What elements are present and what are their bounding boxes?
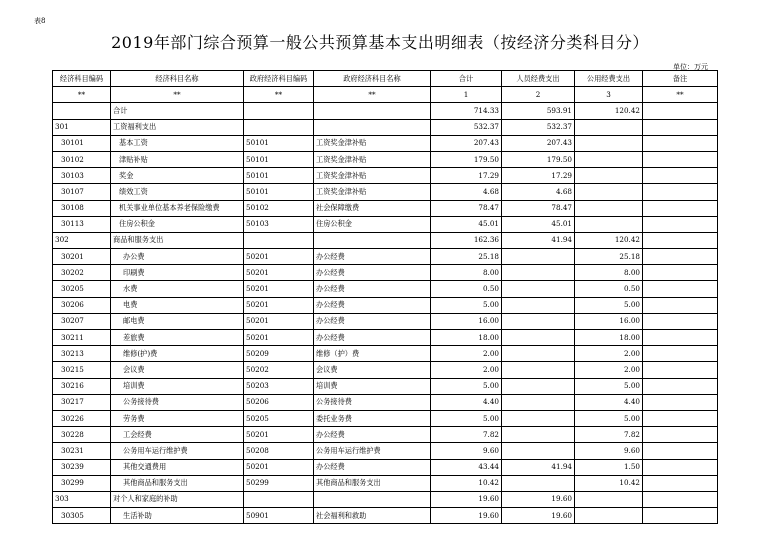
cell-gov-name: 工资奖金津补贴 <box>314 151 431 167</box>
cell-gov-code: 50299 <box>244 475 314 491</box>
table-row <box>53 443 718 459</box>
cell-gov-name: 办公经费 <box>314 297 431 313</box>
cell-public <box>575 119 643 135</box>
cell-remark <box>643 362 718 378</box>
cell-personnel <box>502 297 575 313</box>
cell-code: 30213 <box>53 346 111 362</box>
table-row <box>53 232 718 248</box>
cell-code: 30217 <box>53 394 111 410</box>
cell-remark <box>643 200 718 216</box>
cell-total: 43.44 <box>431 459 502 475</box>
table-row <box>53 184 718 200</box>
cell-personnel <box>502 249 575 265</box>
cell-gov-code: 50101 <box>244 168 314 184</box>
cell-remark <box>643 249 718 265</box>
cell-total: 4.40 <box>431 394 502 410</box>
cell-gov-code <box>244 491 314 507</box>
cell-remark <box>643 135 718 151</box>
cell-total: 532.37 <box>431 119 502 135</box>
index-cell: ** <box>314 87 431 103</box>
cell-gov-code: 50201 <box>244 281 314 297</box>
cell-remark <box>643 216 718 232</box>
index-cell: ** <box>53 87 111 103</box>
cell-gov-name: 办公经费 <box>314 313 431 329</box>
index-cell: 3 <box>575 87 643 103</box>
cell-total: 162.36 <box>431 232 502 248</box>
cell-gov-code: 50201 <box>244 249 314 265</box>
cell-remark <box>643 119 718 135</box>
cell-code: 30211 <box>53 330 111 346</box>
page-title: 2019年部门综合预算一般公共预算基本支出明细表（按经济分类科目分） <box>111 33 649 52</box>
cell-gov-code: 50205 <box>244 410 314 426</box>
cell-remark <box>643 378 718 394</box>
cell-code: 30226 <box>53 410 111 426</box>
table-header-row <box>53 71 718 87</box>
cell-gov-name: 社会福利和救助 <box>314 508 431 524</box>
header-cell: 政府经济科目编码 <box>244 71 314 87</box>
cell-name: 基本工资 <box>111 135 244 151</box>
cell-public: 1.50 <box>575 459 643 475</box>
cell-remark <box>643 443 718 459</box>
cell-personnel <box>502 346 575 362</box>
cell-personnel <box>502 410 575 426</box>
cell-remark <box>643 491 718 507</box>
table-row <box>53 216 718 232</box>
cell-remark <box>643 184 718 200</box>
cell-code <box>53 103 111 119</box>
cell-gov-code: 50102 <box>244 200 314 216</box>
cell-personnel <box>502 378 575 394</box>
cell-gov-code: 50103 <box>244 216 314 232</box>
cell-personnel: 19.60 <box>502 491 575 507</box>
cell-public <box>575 151 643 167</box>
cell-code: 30215 <box>53 362 111 378</box>
cell-gov-name: 委托业务费 <box>314 410 431 426</box>
cell-gov-code: 50206 <box>244 394 314 410</box>
table-row <box>53 281 718 297</box>
cell-gov-code: 50101 <box>244 135 314 151</box>
cell-code: 30305 <box>53 508 111 524</box>
cell-public: 120.42 <box>575 232 643 248</box>
cell-gov-code: 50201 <box>244 297 314 313</box>
cell-gov-code: 50201 <box>244 427 314 443</box>
cell-total: 9.60 <box>431 443 502 459</box>
cell-gov-code: 50201 <box>244 265 314 281</box>
index-cell: ** <box>111 87 244 103</box>
cell-name: 培训费 <box>111 378 244 394</box>
cell-code: 30216 <box>53 378 111 394</box>
cell-code: 30101 <box>53 135 111 151</box>
cell-total: 714.33 <box>431 103 502 119</box>
cell-name: 邮电费 <box>111 313 244 329</box>
cell-name: 劳务费 <box>111 410 244 426</box>
cell-gov-code: 50203 <box>244 378 314 394</box>
cell-gov-name: 工资奖金津补贴 <box>314 184 431 200</box>
cell-public: 7.82 <box>575 427 643 443</box>
cell-gov-code: 50101 <box>244 184 314 200</box>
cell-total: 17.29 <box>431 168 502 184</box>
cell-remark <box>643 427 718 443</box>
cell-gov-name: 办公经费 <box>314 265 431 281</box>
cell-gov-code <box>244 232 314 248</box>
cell-gov-name <box>314 232 431 248</box>
cell-gov-name: 办公经费 <box>314 427 431 443</box>
index-cell: ** <box>643 87 718 103</box>
header-cell: 公用经费支出 <box>575 71 643 87</box>
cell-name: 电费 <box>111 297 244 313</box>
cell-total: 5.00 <box>431 297 502 313</box>
cell-name: 差旅费 <box>111 330 244 346</box>
cell-name: 绩效工资 <box>111 184 244 200</box>
cell-public <box>575 135 643 151</box>
cell-personnel: 78.47 <box>502 200 575 216</box>
cell-personnel: 41.94 <box>502 459 575 475</box>
table-row <box>53 459 718 475</box>
cell-gov-name: 工资奖金津补贴 <box>314 168 431 184</box>
cell-name: 合计 <box>111 103 244 119</box>
cell-public: 2.00 <box>575 346 643 362</box>
cell-remark <box>643 330 718 346</box>
cell-name: 津贴补贴 <box>111 151 244 167</box>
cell-public: 4.40 <box>575 394 643 410</box>
cell-remark <box>643 346 718 362</box>
cell-personnel: 207.43 <box>502 135 575 151</box>
cell-remark <box>643 475 718 491</box>
cell-public: 16.00 <box>575 313 643 329</box>
cell-name: 公务接待费 <box>111 394 244 410</box>
cell-code: 30228 <box>53 427 111 443</box>
table-row <box>53 491 718 507</box>
cell-total: 10.42 <box>431 475 502 491</box>
cell-personnel: 179.50 <box>502 151 575 167</box>
cell-public: 9.60 <box>575 443 643 459</box>
cell-personnel <box>502 330 575 346</box>
cell-gov-name: 办公经费 <box>314 281 431 297</box>
cell-public: 25.18 <box>575 249 643 265</box>
cell-name: 办公费 <box>111 249 244 265</box>
cell-personnel <box>502 475 575 491</box>
cell-total: 16.00 <box>431 313 502 329</box>
cell-personnel: 19.60 <box>502 508 575 524</box>
cell-total: 4.68 <box>431 184 502 200</box>
cell-public: 8.00 <box>575 265 643 281</box>
cell-name: 机关事业单位基本养老保险缴费 <box>111 200 244 216</box>
cell-code: 302 <box>53 232 111 248</box>
cell-personnel: 45.01 <box>502 216 575 232</box>
table-row <box>53 103 718 119</box>
cell-code: 303 <box>53 491 111 507</box>
table-row <box>53 119 718 135</box>
header-cell: 经济科目编码 <box>53 71 111 87</box>
table-row <box>53 168 718 184</box>
cell-gov-name <box>314 119 431 135</box>
cell-gov-code <box>244 119 314 135</box>
cell-total: 19.60 <box>431 508 502 524</box>
header-cell: 备注 <box>643 71 718 87</box>
cell-name: 公务用车运行维护费 <box>111 443 244 459</box>
cell-gov-name: 其他商品和服务支出 <box>314 475 431 491</box>
cell-public <box>575 200 643 216</box>
cell-public: 5.00 <box>575 297 643 313</box>
cell-name: 对个人和家庭的补助 <box>111 491 244 507</box>
table-row <box>53 249 718 265</box>
cell-code: 301 <box>53 119 111 135</box>
cell-remark <box>643 281 718 297</box>
cell-name: 生活补助 <box>111 508 244 524</box>
cell-code: 30205 <box>53 281 111 297</box>
cell-public <box>575 184 643 200</box>
table-row <box>53 362 718 378</box>
cell-public <box>575 508 643 524</box>
cell-total: 19.60 <box>431 491 502 507</box>
cell-code: 30108 <box>53 200 111 216</box>
table-row <box>53 265 718 281</box>
cell-code: 30239 <box>53 459 111 475</box>
cell-remark <box>643 151 718 167</box>
cell-gov-code: 50201 <box>244 330 314 346</box>
cell-total: 7.82 <box>431 427 502 443</box>
cell-remark <box>643 168 718 184</box>
index-cell: 1 <box>431 87 502 103</box>
cell-public: 0.50 <box>575 281 643 297</box>
cell-total: 5.00 <box>431 378 502 394</box>
cell-remark <box>643 508 718 524</box>
cell-personnel: 4.68 <box>502 184 575 200</box>
cell-public: 120.42 <box>575 103 643 119</box>
cell-gov-name <box>314 103 431 119</box>
cell-gov-code: 50201 <box>244 459 314 475</box>
cell-gov-name: 维修（护）费 <box>314 346 431 362</box>
table-row <box>53 151 718 167</box>
cell-personnel <box>502 313 575 329</box>
cell-personnel <box>502 281 575 297</box>
cell-gov-code <box>244 103 314 119</box>
cell-total: 18.00 <box>431 330 502 346</box>
cell-total: 8.00 <box>431 265 502 281</box>
table-row <box>53 330 718 346</box>
table-row <box>53 346 718 362</box>
header-cell: 人员经费支出 <box>502 71 575 87</box>
cell-name: 会议费 <box>111 362 244 378</box>
cell-code: 30102 <box>53 151 111 167</box>
cell-name: 工会经费 <box>111 427 244 443</box>
cell-code: 30201 <box>53 249 111 265</box>
cell-gov-name: 会议费 <box>314 362 431 378</box>
cell-name: 其他商品和服务支出 <box>111 475 244 491</box>
cell-remark <box>643 394 718 410</box>
cell-gov-name: 住房公积金 <box>314 216 431 232</box>
cell-personnel: 593.91 <box>502 103 575 119</box>
table-row <box>53 410 718 426</box>
cell-personnel <box>502 265 575 281</box>
cell-personnel: 17.29 <box>502 168 575 184</box>
cell-public <box>575 491 643 507</box>
cell-total: 2.00 <box>431 346 502 362</box>
cell-remark <box>643 459 718 475</box>
index-cell: 2 <box>502 87 575 103</box>
cell-gov-code: 50209 <box>244 346 314 362</box>
cell-gov-name: 办公经费 <box>314 330 431 346</box>
cell-gov-name: 社会保障缴费 <box>314 200 431 216</box>
table-row <box>53 427 718 443</box>
page-tag: 表8 <box>34 17 46 25</box>
cell-gov-name: 公务用车运行维护费 <box>314 443 431 459</box>
cell-total: 207.43 <box>431 135 502 151</box>
budget-table <box>52 70 718 524</box>
cell-gov-code: 50208 <box>244 443 314 459</box>
cell-name: 维修(护)费 <box>111 346 244 362</box>
cell-total: 25.18 <box>431 249 502 265</box>
cell-name: 其他交通费用 <box>111 459 244 475</box>
cell-gov-code: 50201 <box>244 313 314 329</box>
header-cell: 政府经济科目名称 <box>314 71 431 87</box>
table-row <box>53 508 718 524</box>
cell-name: 奖金 <box>111 168 244 184</box>
cell-total: 78.47 <box>431 200 502 216</box>
cell-personnel <box>502 427 575 443</box>
cell-personnel: 532.37 <box>502 119 575 135</box>
cell-public: 10.42 <box>575 475 643 491</box>
cell-remark <box>643 232 718 248</box>
cell-gov-name: 工资奖金津补贴 <box>314 135 431 151</box>
header-cell: 经济科目名称 <box>111 71 244 87</box>
table-index-row <box>53 87 718 103</box>
cell-code: 30113 <box>53 216 111 232</box>
cell-gov-name <box>314 491 431 507</box>
cell-gov-code: 50901 <box>244 508 314 524</box>
cell-remark <box>643 297 718 313</box>
cell-gov-code: 50202 <box>244 362 314 378</box>
table-row <box>53 378 718 394</box>
cell-name: 工资福利支出 <box>111 119 244 135</box>
cell-public <box>575 168 643 184</box>
cell-remark <box>643 103 718 119</box>
cell-name: 水费 <box>111 281 244 297</box>
table-row <box>53 394 718 410</box>
cell-personnel: 41.94 <box>502 232 575 248</box>
cell-gov-code: 50101 <box>244 151 314 167</box>
cell-gov-name: 培训费 <box>314 378 431 394</box>
cell-remark <box>643 313 718 329</box>
cell-code: 30202 <box>53 265 111 281</box>
cell-total: 2.00 <box>431 362 502 378</box>
cell-total: 5.00 <box>431 410 502 426</box>
cell-name: 印刷费 <box>111 265 244 281</box>
cell-remark <box>643 265 718 281</box>
cell-code: 30231 <box>53 443 111 459</box>
cell-total: 179.50 <box>431 151 502 167</box>
cell-public: 5.00 <box>575 410 643 426</box>
cell-personnel <box>502 362 575 378</box>
cell-name: 住房公积金 <box>111 216 244 232</box>
cell-public <box>575 216 643 232</box>
cell-total: 0.50 <box>431 281 502 297</box>
cell-personnel <box>502 394 575 410</box>
header-cell: 合计 <box>431 71 502 87</box>
cell-code: 30206 <box>53 297 111 313</box>
cell-code: 30107 <box>53 184 111 200</box>
unit-label: 单位：万元 <box>673 63 708 71</box>
cell-gov-name: 公务接待费 <box>314 394 431 410</box>
cell-code: 30103 <box>53 168 111 184</box>
cell-public: 2.00 <box>575 362 643 378</box>
table-row <box>53 313 718 329</box>
cell-public: 5.00 <box>575 378 643 394</box>
cell-gov-name: 办公经费 <box>314 249 431 265</box>
cell-gov-name: 办公经费 <box>314 459 431 475</box>
index-cell: ** <box>244 87 314 103</box>
table-row <box>53 297 718 313</box>
cell-total: 45.01 <box>431 216 502 232</box>
cell-remark <box>643 410 718 426</box>
table-row <box>53 135 718 151</box>
table-row <box>53 200 718 216</box>
cell-code: 30207 <box>53 313 111 329</box>
cell-name: 商品和服务支出 <box>111 232 244 248</box>
table-row <box>53 475 718 491</box>
cell-personnel <box>502 443 575 459</box>
cell-code: 30299 <box>53 475 111 491</box>
cell-public: 18.00 <box>575 330 643 346</box>
